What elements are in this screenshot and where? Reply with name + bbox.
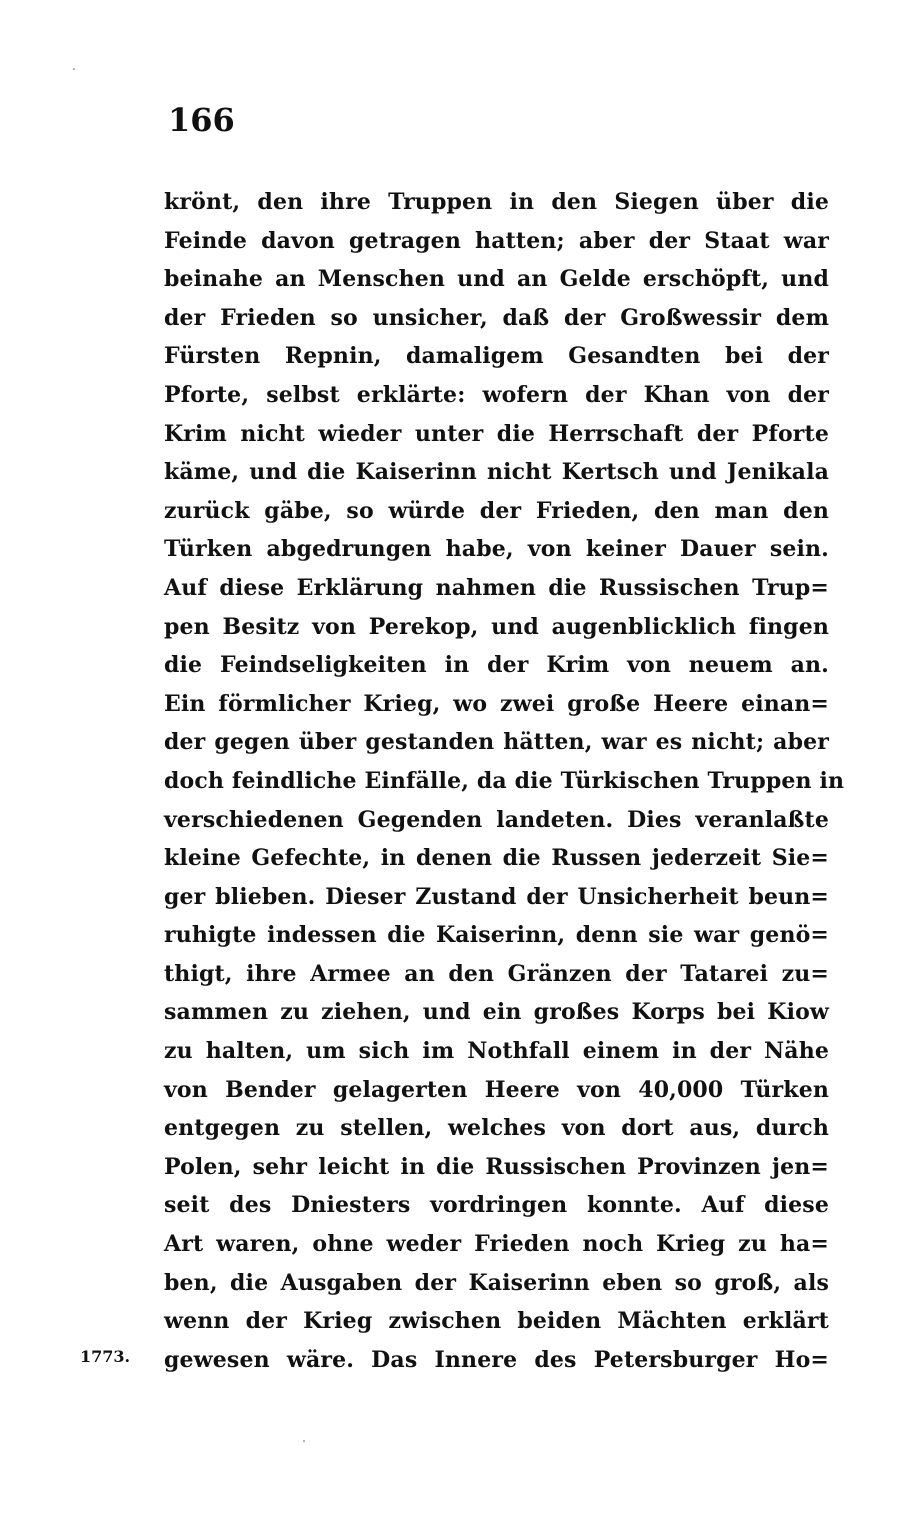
text-line: Auf diese Erklärung nahmen die Russischen Trup= bbox=[164, 574, 829, 601]
text-line: seit des Dniesters vordringen konnte. Auf diese bbox=[164, 1192, 829, 1219]
text-line: käme, und die Kaiserinn nicht Kertsch und Jenikala bbox=[164, 459, 829, 486]
text-line: Ein förmlicher Krieg, wo zwei große Heere einan= bbox=[164, 690, 829, 717]
text-line: verschiedenen Gegenden landeten. Dies veranlaßte bbox=[164, 806, 829, 833]
text-line: zurück gäbe, so würde der Frieden, den man den bbox=[164, 497, 829, 524]
text-line: Feinde davon getragen hatten; aber der Staat war bbox=[164, 227, 829, 254]
text-line: krönt, den ihre Truppen in den Siegen über die bbox=[164, 189, 829, 215]
text-line: Art waren, ohne weder Frieden noch Krieg zu ha= bbox=[164, 1231, 829, 1258]
margin-year-note: 1773. bbox=[80, 1347, 131, 1366]
text-line: Polen, sehr leicht in die Russischen Provinzen jen= bbox=[164, 1153, 829, 1180]
text-line: gewesen wäre. Das Innere des Petersburger Ho= bbox=[164, 1346, 829, 1373]
text-line: Türken abgedrungen habe, von keiner Dauer sein. bbox=[164, 536, 829, 563]
text-line: wenn der Krieg zwischen beiden Mächten erklärt bbox=[164, 1308, 829, 1335]
text-line: ruhigte indessen die Kaiserinn, denn sie war genö= bbox=[164, 922, 829, 949]
scan-speck bbox=[303, 1440, 305, 1442]
text-line: kleine Gefechte, in denen die Russen jederzeit Sie= bbox=[164, 845, 829, 872]
text-line: ger blieben. Dieser Zustand der Unsicherheit beun= bbox=[164, 883, 829, 910]
text-line: Krim nicht wieder unter die Herrschaft der Pforte bbox=[164, 420, 829, 447]
text-line: ben, die Ausgaben der Kaiserinn eben so groß, als bbox=[164, 1269, 829, 1296]
page-number: 166 bbox=[168, 101, 235, 139]
text-line: zu halten, um sich im Nothfall einem in der Nähe bbox=[164, 1038, 829, 1065]
text-line: thigt, ihre Armee an den Gränzen der Tatarei zu= bbox=[164, 960, 829, 987]
text-line: von Bender gelagerten Heere von 40,000 Türken bbox=[164, 1076, 829, 1103]
body-text bbox=[164, 183, 845, 1379]
scan-speck bbox=[73, 68, 75, 70]
text-line: sammen zu ziehen, und ein großes Korps bei Kiow bbox=[164, 999, 829, 1026]
text-line: Fürsten Repnin, damaligem Gesandten bei der bbox=[164, 343, 829, 370]
text-line: der Frieden so unsicher, daß der Großwessir dem bbox=[164, 304, 829, 331]
text-line: beinahe an Menschen und an Gelde erschöpft, und bbox=[164, 266, 829, 293]
text-line: doch feindliche Einfälle, da die Türkischen Truppen in bbox=[164, 767, 845, 794]
text-line: der gegen über gestanden hätten, war es nicht; aber bbox=[164, 729, 829, 756]
text-line: entgegen zu stellen, welches von dort aus, durch bbox=[164, 1115, 829, 1142]
text-line: pen Besitz von Perekop, und augenblicklich fingen bbox=[164, 613, 829, 640]
text-line: Pforte, selbst erklärte: wofern der Khan von der bbox=[164, 381, 829, 408]
text-line: die Feindseligkeiten in der Krim von neuem an. bbox=[164, 652, 829, 679]
